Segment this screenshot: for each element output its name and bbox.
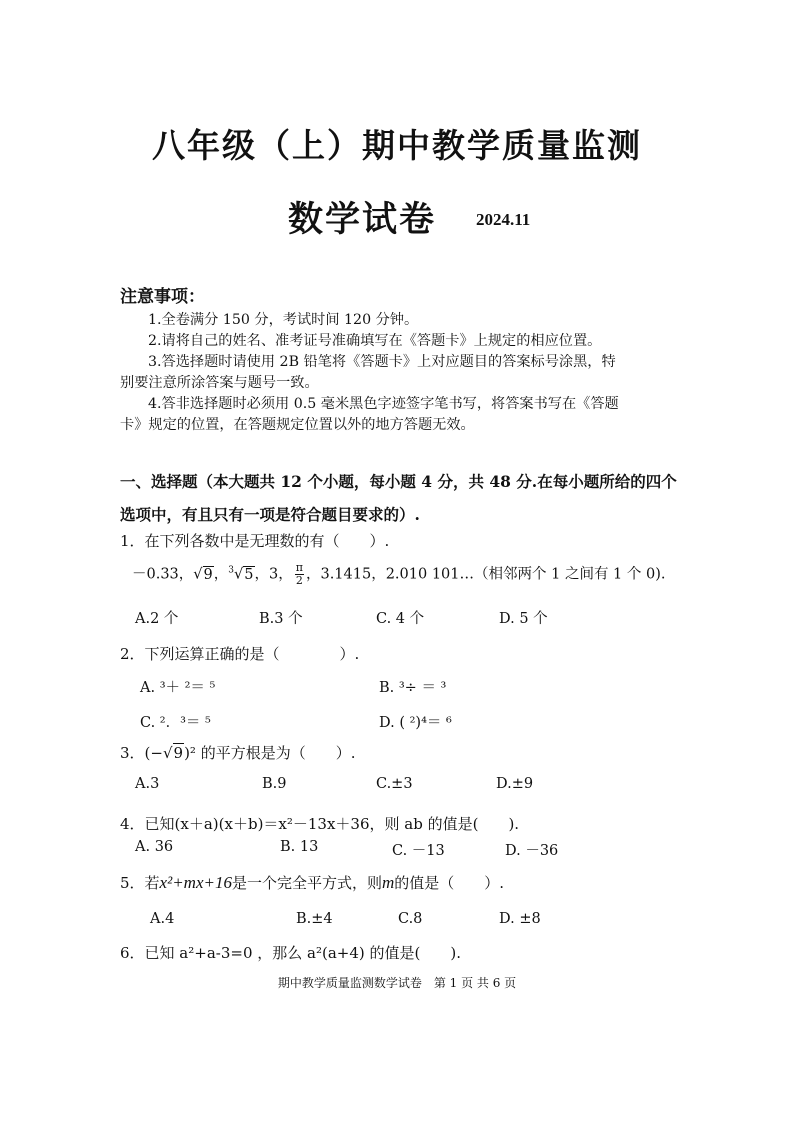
q1-option-d: D. 5 个 — [499, 611, 548, 627]
q1-number-a: －0.33， — [132, 566, 194, 583]
q2-option-a: A. ³＋ ²＝ ⁵ — [140, 680, 216, 696]
q1-pi-denominator: 2 — [295, 574, 303, 587]
notice-item-1: 1.全卷满分 150 分，考试时间 120 分钟。 — [148, 312, 419, 328]
q2-option-b: B. ³÷ ＝ ³ — [379, 680, 447, 696]
sqrt-symbol: √ — [162, 744, 173, 762]
q5-option-a: A.4 — [150, 911, 175, 927]
q1-radicand-9: 9 — [203, 566, 213, 583]
q4-option-c: C. －13 — [392, 843, 445, 859]
q1-option-c: C. 4 个 — [376, 611, 425, 627]
q3-radicand: 9 — [173, 744, 184, 762]
q1-pi-numerator: π — [295, 561, 303, 574]
q3-option-a: A.3 — [135, 776, 160, 792]
notice-item-4a: 4.答非选择题时必须用 0.5 毫米黑色字迹签字笔书写，将答案书写在《答题 — [148, 396, 619, 412]
q1-option-a: A.2 个 — [135, 611, 179, 627]
exam-title: 八年级（上）期中教学质量监测 — [152, 126, 642, 165]
sqrt-symbol: √ — [234, 566, 244, 583]
q3-option-d: D.±9 — [496, 776, 534, 792]
exam-subtitle: 数学试卷 — [288, 199, 437, 240]
notice-item-3b: 别要注意所涂答案与题号一致。 — [120, 375, 319, 391]
section-heading-line-1: 一、选择题（本大题共 12 个小题，每小题 4 分，共 48 分.在每小题所给的四个 — [120, 472, 677, 491]
q5-variable: m — [381, 873, 395, 892]
question-4-stem: 4．已知(x＋a)(x＋b)＝x²－13x＋36，则 ab 的值是( ). — [120, 815, 520, 833]
q1-option-b: B.3 个 — [259, 611, 303, 627]
q3-option-c: C.±3 — [376, 776, 413, 792]
notice-item-2: 2.请将自己的姓名、准考证号准确填写在《答题卡》上规定的相应位置。 — [148, 333, 602, 349]
question-5-stem — [120, 872, 504, 893]
q1-tail: ，3.1415，2.010 101…（相邻两个 1 之间有 1 个 0). — [305, 566, 666, 583]
page-footer: 期中教学质量监测数学试卷 第 1 页 共 6 页 — [277, 976, 517, 990]
q3-stem-suffix: )² 的平方根是为（ ）. — [184, 744, 356, 762]
q4-option-a: A. 36 — [135, 839, 174, 855]
q5-expression: x²+mx+16 — [159, 873, 232, 892]
q2-option-c: C. ²．³＝ ⁵ — [140, 715, 211, 731]
question-6-stem: 6．已知 a²+a-3=0 ，那么 a²(a+4) 的值是( ). — [120, 944, 461, 962]
q5-stem-suffix: 的值是（ ）. — [394, 874, 505, 892]
notice-item-3a: 3.答选择题时请使用 2B 铅笔将《答题卡》上对应题目的答案标号涂黑，特 — [148, 354, 616, 370]
question-1-stem: 1．在下列各数中是无理数的有（ ）. — [120, 532, 390, 550]
q5-option-c: C.8 — [398, 911, 423, 927]
notice-item-4b: 卡》规定的位置，在答题规定位置以外的地方答题无效。 — [120, 417, 475, 433]
q2-option-d: D. ( ²)⁴＝ ⁶ — [379, 715, 452, 731]
q1-cube-index: 3 — [228, 565, 235, 576]
q5-stem-prefix: 5．若 — [120, 874, 160, 892]
q4-option-d: D. －36 — [505, 843, 559, 859]
q3-option-b: B.9 — [262, 776, 287, 792]
sqrt-symbol: √ — [193, 566, 203, 583]
q5-option-b: B.±4 — [296, 911, 333, 927]
notice-heading: 注意事项： — [120, 287, 205, 307]
q1-pi-fraction — [295, 562, 304, 587]
q5-option-d: D. ±8 — [499, 911, 541, 927]
question-2-stem: 2．下列运算正确的是（ ）. — [120, 645, 360, 663]
section-heading-line-2: 选项中，有且只有一项是符合题目要求的）. — [120, 505, 420, 524]
q1-three: ，3， — [254, 566, 293, 583]
question-3-stem — [120, 742, 355, 763]
q1-radicand-5: 5 — [244, 566, 254, 583]
exam-date: 2024.11 — [476, 210, 531, 229]
q3-stem-prefix: 3．(− — [120, 744, 163, 762]
q5-stem-middle: 是一个完全平方式，则 — [231, 874, 382, 892]
question-1-numbers: －0.33，√9，$^3$√5，3， $\frac{\pi}{2}$ ，3.1415，2.010 101…（相邻两个 1 之间有 1 个 0). — [132, 561, 666, 587]
q4-option-b: B. 13 — [280, 839, 319, 855]
